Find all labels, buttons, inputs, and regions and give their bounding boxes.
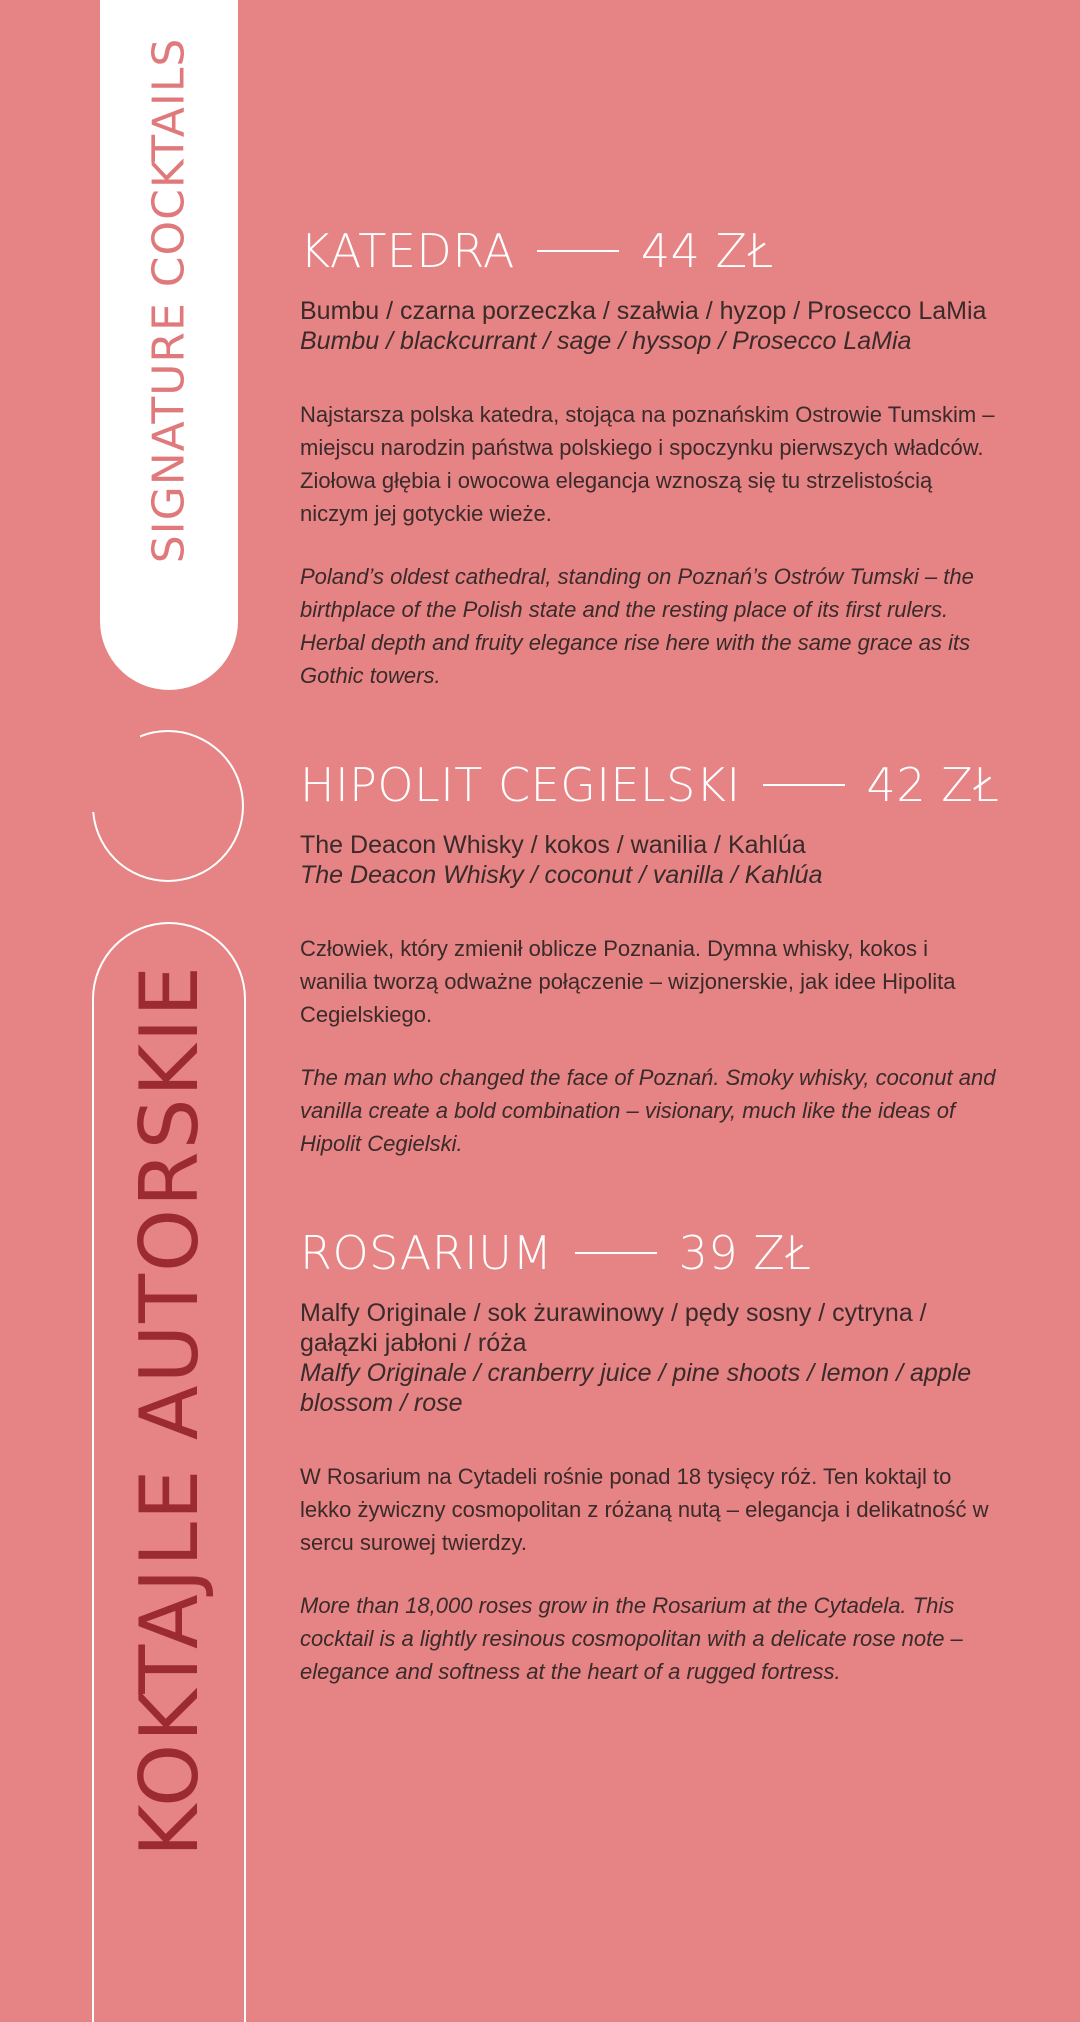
description-en: More than 18,000 roses grow in the Rosarium at the Cytadela. This cocktail is a lightly resinous cosmopolitan with a delicate rose note – elegance and softness at the heart of a rugged fortress. bbox=[300, 1593, 963, 1684]
ingredients-pl: Malfy Originale / sok żurawinowy / pędy sosny / cytryna / gałązki jabłoni / róża bbox=[300, 1299, 927, 1357]
title-dash bbox=[537, 250, 619, 252]
cocktail-name: ROSARIUM bbox=[300, 1226, 553, 1280]
cocktail-price: 44 ZŁ bbox=[640, 224, 774, 278]
description-en: Poland’s oldest cathedral, standing on Poznań’s Ostrów Tumski – the birthplace of the Polish state and the resting place of its first rulers. Herbal depth and fruity elegance rise here with the same grace as its Gothic towers. bbox=[300, 564, 974, 688]
sidebar-bottom-label: KOKTAJLE AUTORSKIE bbox=[122, 963, 216, 1857]
cocktail-name: KATEDRA bbox=[300, 224, 515, 278]
cocktail-price: 39 ZŁ bbox=[678, 1226, 812, 1280]
cocktail-hipolit-cegielski bbox=[300, 754, 1000, 1160]
description-en: The man who changed the face of Poznań. Smoky whisky, coconut and vanilla create a bold combination – visionary, much like the ideas of Hipolit Cegielski. bbox=[300, 1065, 996, 1156]
cocktail-katedra bbox=[300, 220, 1000, 692]
cocktail-rosarium bbox=[300, 1222, 1000, 1688]
ingredients-en: The Deacon Whisky / coconut / vanilla / Kahlúa bbox=[300, 861, 823, 889]
cocktail-price: 42 ZŁ bbox=[866, 758, 1000, 812]
ingredients-pl: Bumbu / czarna porzeczka / szałwia / hyzop / Prosecco LaMia bbox=[300, 297, 987, 325]
cocktail-title bbox=[300, 754, 1000, 816]
cocktail-title bbox=[300, 1222, 1000, 1284]
title-dash bbox=[763, 784, 845, 786]
ring-gap bbox=[92, 722, 140, 812]
ingredients-en: Bumbu / blackcurrant / sage / hyssop / Prosecco LaMia bbox=[300, 327, 912, 355]
cocktail-name: HIPOLIT CEGIELSKI bbox=[300, 758, 741, 812]
description-pl: Najstarsza polska katedra, stojąca na poznańskim Ostrowie Tumskim – miejscu narodzin państwa polskiego i spoczynku pierwszych władców. Ziołowa głębia i owocowa elegancja wznoszą się tu strzelistością niczym jej gotyckie wieże. bbox=[300, 402, 995, 526]
menu-content bbox=[300, 220, 1000, 1750]
description-pl: Człowiek, który zmienił oblicze Poznania. Dymna whisky, kokos i wanilia tworzą odważne połączenie – wizjonerskie, jak idee Hipolita Cegielskiego. bbox=[300, 936, 956, 1027]
ingredients-pl: The Deacon Whisky / kokos / wanilia / Kahlúa bbox=[300, 831, 806, 859]
title-dash bbox=[575, 1252, 657, 1254]
description-pl: W Rosarium na Cytadeli rośnie ponad 18 tysięcy róż. Ten koktajl to lekko żywiczny cosmopolitan z różaną nutą – elegancja i delikatność w sercu surowej twierdzy. bbox=[300, 1464, 989, 1555]
sidebar-top-label-wrap bbox=[100, 0, 238, 600]
sidebar-top-label: SIGNATURE COCKTAILS bbox=[143, 37, 195, 563]
sidebar-bottom-label-wrap bbox=[92, 963, 246, 1857]
ingredients-en: Malfy Originale / cranberry juice / pine shoots / lemon / apple blossom / rose bbox=[300, 1359, 972, 1417]
cocktail-title bbox=[300, 220, 1000, 282]
